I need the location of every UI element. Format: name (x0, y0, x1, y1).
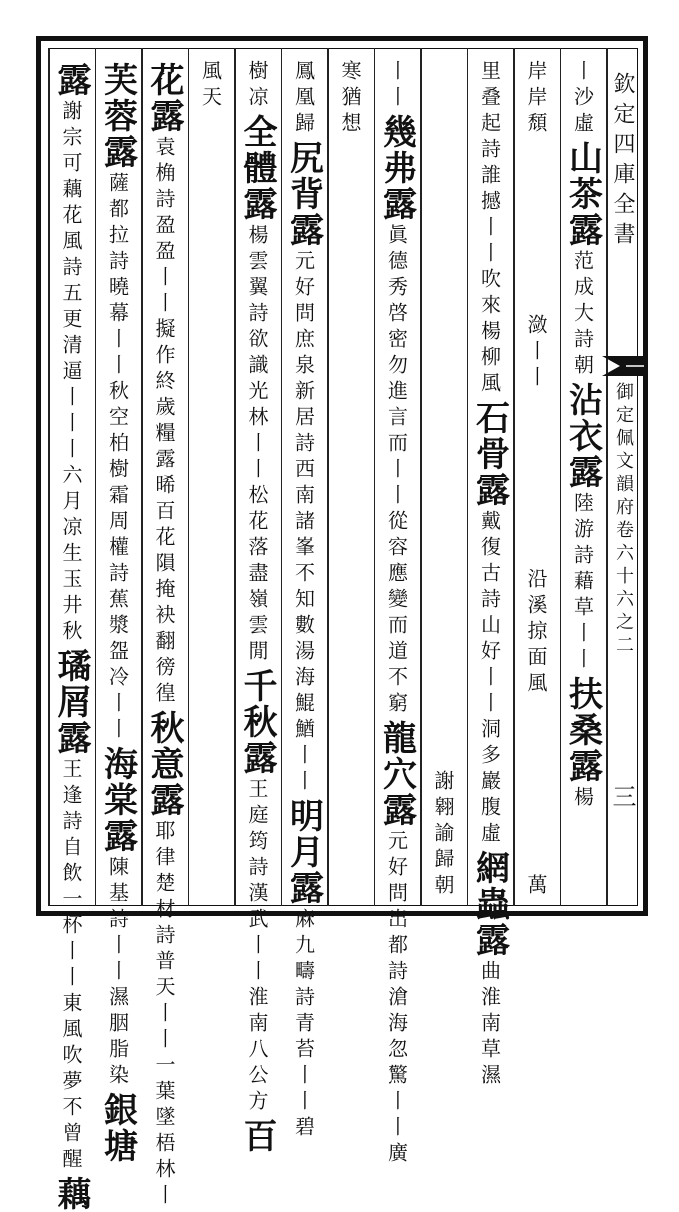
page-margin (606, 60, 644, 900)
entry-headword: 扶桑露 (562, 676, 603, 784)
entry-headword: 沾衣露 (562, 382, 603, 490)
entry-headword: 藕 (51, 1176, 91, 1212)
entry-text: 陳基詩丨丨濕胭脂染 (105, 856, 130, 1090)
entry-text: 耶律楚材詩普天丨丨一葉墜梧林丨 (152, 820, 176, 1210)
entry-text: 戴復古詩山好丨丨洞多巖腹虛 (477, 510, 502, 848)
entry-headword: 芙蓉露 (97, 62, 138, 170)
entry-headword: 花露 (144, 62, 184, 134)
entry-headword: 山茶露 (562, 140, 603, 248)
page-number: 三 (608, 784, 636, 808)
text-column (234, 60, 280, 1154)
entry-text: 鳳凰歸 (291, 60, 316, 138)
text-column (327, 60, 373, 900)
entry-headword: 網蟲露 (469, 850, 510, 958)
entry-text: 沿溪掠面風 (524, 568, 548, 698)
entry-headword: 明月露 (283, 798, 324, 906)
entry-text: 眞德秀啓密勿進言而丨丨從容應變而道不窮 (384, 224, 409, 718)
entry-text: 樹凉 (245, 60, 269, 112)
entry-headword: 銀塘 (97, 1092, 138, 1164)
entry-headword: 龍穴露 (376, 720, 417, 828)
text-column (141, 60, 187, 1210)
text-column (95, 60, 141, 1164)
entry-text: 元好問庶泉新居詩西南諸峯不知數湯海鯤鰌丨丨 (291, 250, 316, 796)
entry-headword: 石骨露 (469, 400, 510, 508)
entry-headword: 幾弗露 (376, 114, 417, 222)
entry-text: 潋丨丨 (524, 314, 548, 392)
entry-text: 風天 (198, 60, 223, 112)
entry-headword: 尻背露 (283, 140, 324, 248)
text-column (513, 60, 559, 900)
entry-text: 薩都拉詩曉幕丨丨秋空柏樹霜周權詩蕉漿盌冷丨丨 (105, 172, 130, 744)
entry-text: 楊雲翼詩欲識光林丨丨松花落盡嶺雲閒 (245, 224, 269, 666)
volume-label: 御定佩文韻府卷六十六之二 (613, 382, 634, 658)
text-column (560, 60, 606, 900)
entry-text: 王庭筠詩漢武丨丨淮南八公方 (245, 778, 269, 1116)
entry-headword: 璚屑露 (51, 648, 91, 756)
entry-headword: 露 (51, 62, 91, 98)
text-column (467, 60, 513, 1090)
entry-text: 寒猶想 (338, 60, 362, 138)
entry-text: 陸游詩藉草丨丨 (570, 492, 595, 674)
entry-headword: 百 (237, 1118, 277, 1154)
entry-text: 楊 (570, 786, 595, 812)
entry-text: 麻九疇詩青苔丨丨碧 (291, 908, 316, 1142)
entry-text: 里叠起詩誰撼丨丨吹來楊柳風 (477, 60, 502, 398)
entry-text: 范成大詩朝 (570, 250, 595, 380)
entry-text: 王逢詩自飲一杯丨丨東風吹夢不曾醒 (59, 758, 83, 1174)
entry-text: 曲淮南草濕 (477, 960, 502, 1090)
entry-text: 岸岸頹 (524, 60, 548, 138)
text-column (374, 60, 420, 1168)
entry-headword: 全體露 (237, 114, 277, 222)
entry-text: 丨沙虛 (570, 60, 595, 138)
entry-headword: 海棠露 (97, 746, 138, 854)
entry-headword: 秋意露 (144, 710, 184, 818)
text-column (48, 60, 94, 1212)
text-column (281, 60, 327, 1142)
text-column (420, 60, 466, 900)
entry-text: 謝翱諭歸朝 (431, 770, 455, 900)
fish-tail-mark-icon (602, 356, 644, 376)
entry-text: 袁桷詩盈盈丨丨擬作終歲糧露晞百花隕掩袂翻徬徨 (152, 136, 176, 708)
text-column (188, 60, 234, 900)
entry-text: 元好問出都詩滄海忽驚丨丨廣 (384, 830, 409, 1168)
book-title: 欽定四庫全書 (610, 72, 635, 252)
entry-text: 萬 (524, 874, 548, 900)
entry-headword: 千秋露 (237, 668, 277, 776)
entry-text: 丨丨 (384, 60, 409, 112)
entry-text: 謝宗可藕花風詩五更清逼丨丨丨六月凉生玉井秋 (59, 100, 83, 646)
